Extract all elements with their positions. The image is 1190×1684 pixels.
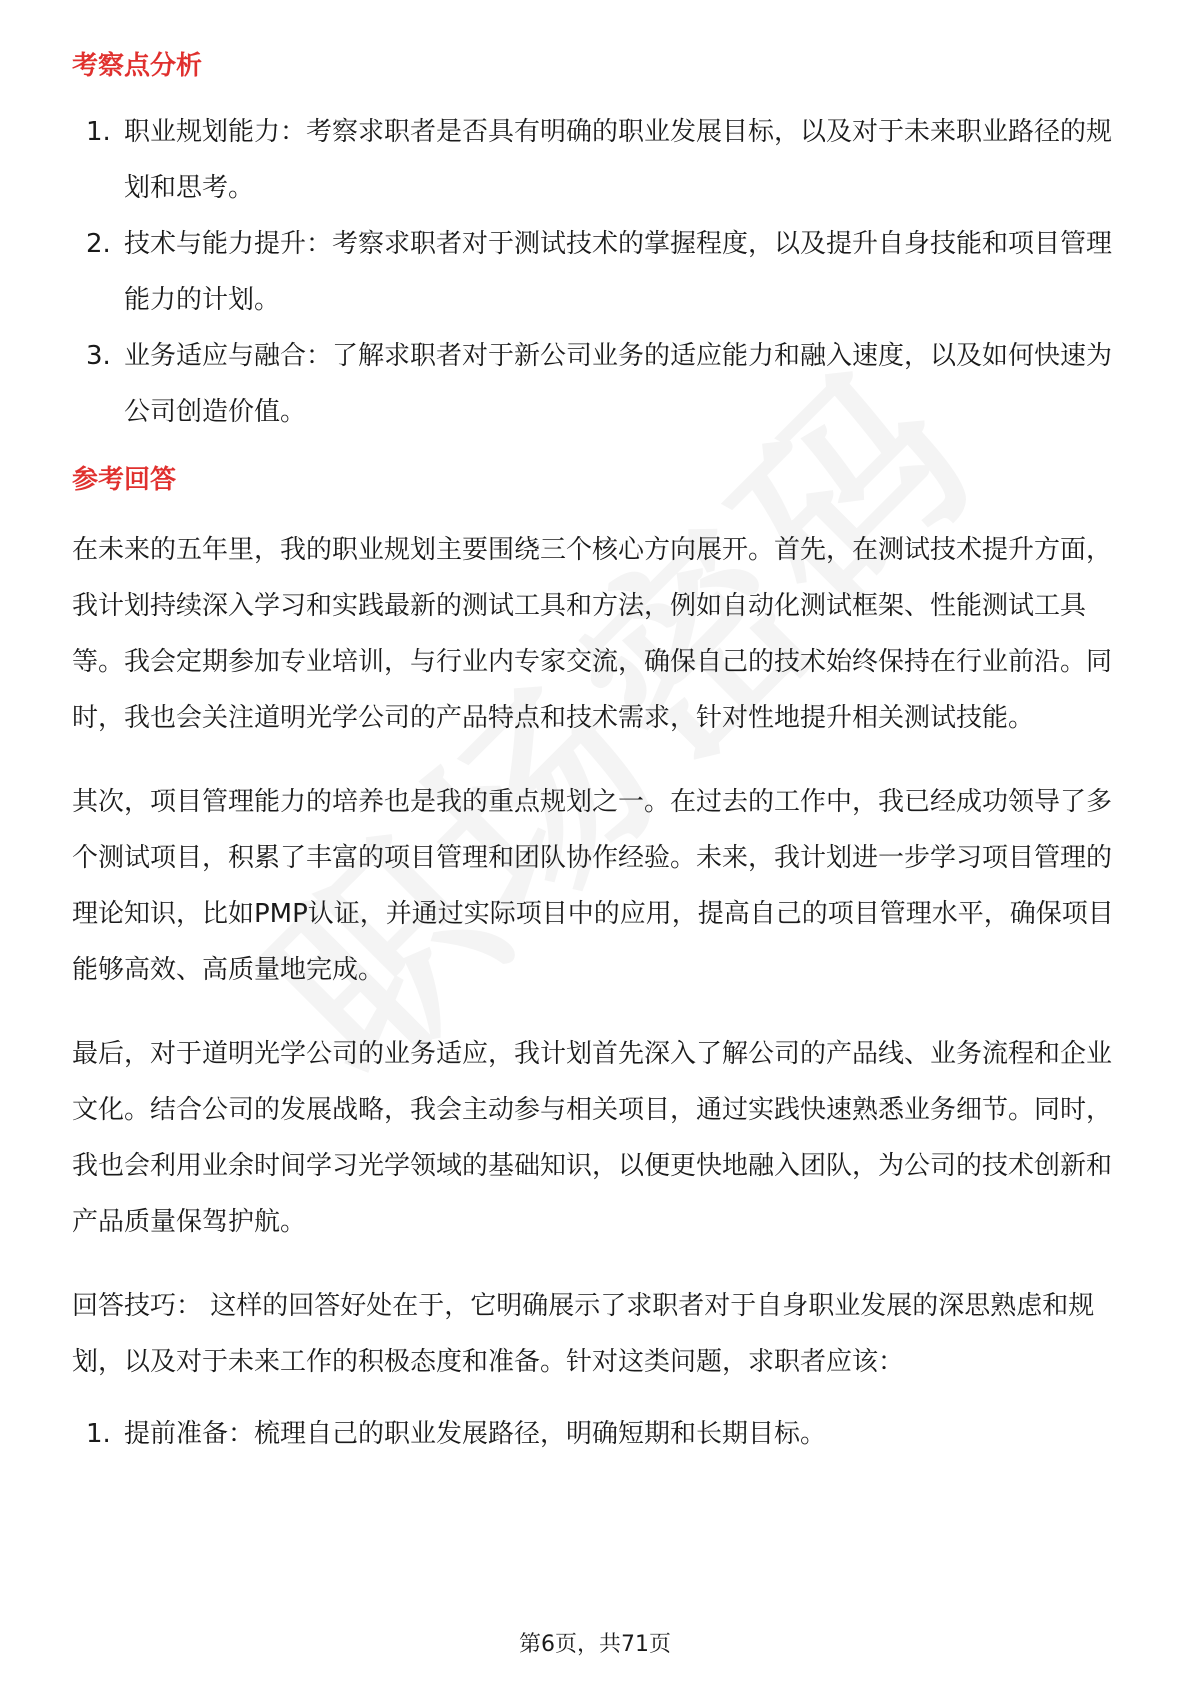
answer-paragraph: 在未来的五年里，我的职业规划主要围绕三个核心方向展开。首先，在测试技术提升方面，我计划持续深入学习和实践最新的测试工具和方法，例如自动化测试框架、性能测试工具等。我会定期参加专业培训，与行业内专家交流，确保自己的技术始终保持在行业前沿。同时，我也会关注道明光学公司的产品特点和技术需求，针对性地提升相关测试技能。: [72, 535, 1113, 733]
list-number: 1.: [86, 1419, 111, 1449]
list-item: [72, 216, 1122, 328]
list-text: 提前准备：梳理自己的职业发展路径，明确短期和长期目标。: [124, 1419, 827, 1449]
answer-paragraph: 其次，项目管理能力的培养也是我的重点规划之一。在过去的工作中，我已经成功领导了多个测试项目，积累了丰富的项目管理和团队协作经验。未来，我计划进一步学习项目管理的理论知识，比如PMP认证，并通过实际项目中的应用，提高自己的项目管理水平，确保项目能够高效、高质量地完成。: [72, 787, 1114, 985]
list-text: 技术与能力提升：考察求职者对于测试技术的掌握程度，以及提升自身技能和项目管理能力的计划。: [124, 229, 1113, 315]
section-title-answer: 参考回答: [72, 465, 177, 495]
list-number: 3.: [86, 341, 111, 371]
tips-paragraph: 回答技巧： 这样的回答好处在于，它明确展示了求职者对于自身职业发展的深思熟虑和规划，以及对于未来工作的积极态度和准备。针对这类问题，求职者应该：: [72, 1291, 1095, 1377]
list-number: 2.: [86, 229, 111, 259]
section-title-analysis: 考察点分析: [72, 51, 203, 81]
list-number: 1.: [86, 117, 111, 147]
list-item: [72, 328, 1122, 440]
answer-paragraph: 最后，对于道明光学公司的业务适应，我计划首先深入了解公司的产品线、业务流程和企业文化。结合公司的发展战略，我会主动参与相关项目，通过实践快速熟悉业务细节。同时，我也会利用业余时间学习光学领域的基础知识，以便更快地融入团队，为公司的技术创新和产品质量保驾护航。: [72, 1039, 1113, 1237]
list-item: [72, 104, 1122, 216]
list-text: 职业规划能力：考察求职者是否具有明确的职业发展目标，以及对于未来职业路径的规划和思考。: [124, 117, 1113, 203]
analysis-list: [72, 104, 1122, 440]
page-footer: 第6页，共71页: [519, 1632, 671, 1657]
tips-list: [72, 1406, 1122, 1462]
list-item: [72, 1406, 1122, 1462]
list-text: 业务适应与融合：了解求职者对于新公司业务的适应能力和融入速度，以及如何快速为公司创造价值。: [124, 341, 1113, 427]
page-content: [72, 48, 1122, 1462]
